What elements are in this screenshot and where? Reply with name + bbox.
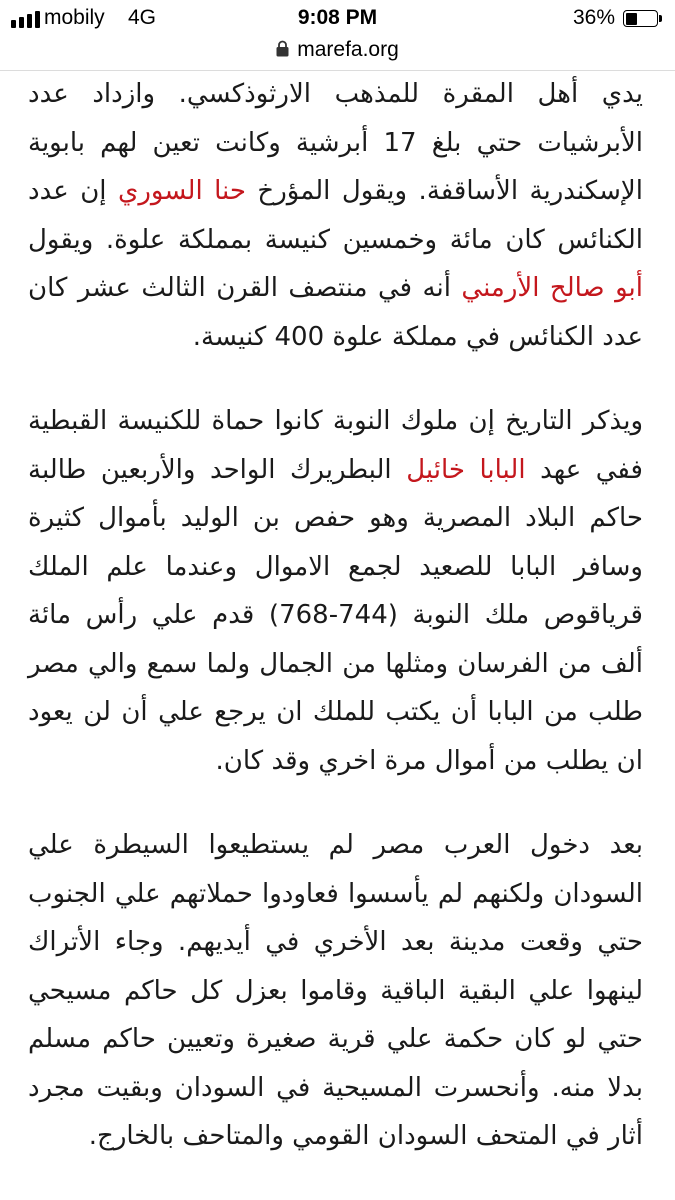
article-body bbox=[28, 70, 643, 1161]
paragraph-3 bbox=[28, 821, 643, 1161]
paragraph-text: بعد دخول العرب مصر لم يستطيعوا السيطرة علي السودان ولكنهم لم يأسسوا فعاودوا حملاتهم علي الجنوب حتي وقعت مدينة بعد الأخري في أيديهم. وجاء الأتراك لينهوا علي البقية الباقية وقاموا بعزل كل حاكم مسيحي حتي لو كان حكمة علي قرية صغيرة وتعيين حاكم مسلم بدلا منه. وأنحسرت المسيحية في السودان وبقيت مجرد أثار في المتحف السودان القومي والمتاحف بالخارج. bbox=[28, 830, 643, 1151]
paragraph-text: يدي أهل المقرة للمذهب الارثوذكسي. وازداد عدد الأبرشيات حتي بلغ 17 أبرشية وكانت تعين لهم بابوية الإسكندرية الأساقفة. ويقول المؤرخ bbox=[28, 79, 643, 206]
status-bar bbox=[0, 0, 675, 36]
paragraph-1 bbox=[28, 70, 643, 361]
url-bar[interactable] bbox=[0, 36, 675, 71]
lock-icon bbox=[276, 40, 289, 57]
battery-icon bbox=[623, 10, 661, 27]
paragraph-2 bbox=[28, 397, 643, 785]
battery-percent: 36% bbox=[572, 6, 615, 29]
paragraph-text: أنه في منتصف القرن الثالث عشر كان عدد الكنائس في مملكة علوة 400 كنيسة. bbox=[28, 273, 643, 352]
url-domain: marefa.org bbox=[297, 38, 399, 61]
link-abu-salih-al-armani[interactable]: أبو صالح الأرمني bbox=[461, 273, 643, 303]
link-hanna-al-suri[interactable]: حنا السوري bbox=[117, 176, 246, 206]
network-type: 4G bbox=[128, 6, 157, 29]
paragraph-text: إن عدد الكنائس كان مائة وخمسين كنيسة بمملكة علوة. ويقول bbox=[28, 176, 643, 255]
carrier-name: mobily bbox=[44, 6, 105, 29]
link-pope-khail[interactable]: البابا خائيل bbox=[406, 454, 526, 485]
paragraph-text: ويذكر التاريخ إن ملوك النوبة كانوا حماة للكنيسة القبطية ففي عهد bbox=[28, 406, 643, 485]
paragraph-text: البطريرك الواحد والأربعين طالبة حاكم البلاد المصرية وهو حفص بن الوليد بأموال كثيرة وسافر البابا للصعيد لجمع الاموال وعندما علم الملك قرياقوص ملك النوبة (744-768) قدم علي رأس مائة ألف من الفرسان ومثلها من الجمال ولما سمع والي مصر طلب من البابا أن يكتب للملك ان يرجع علي أن لن يعود ان يطلب من أموال مرة اخري وقد كان. bbox=[28, 454, 643, 776]
clock: 9:08 PM bbox=[297, 6, 378, 29]
